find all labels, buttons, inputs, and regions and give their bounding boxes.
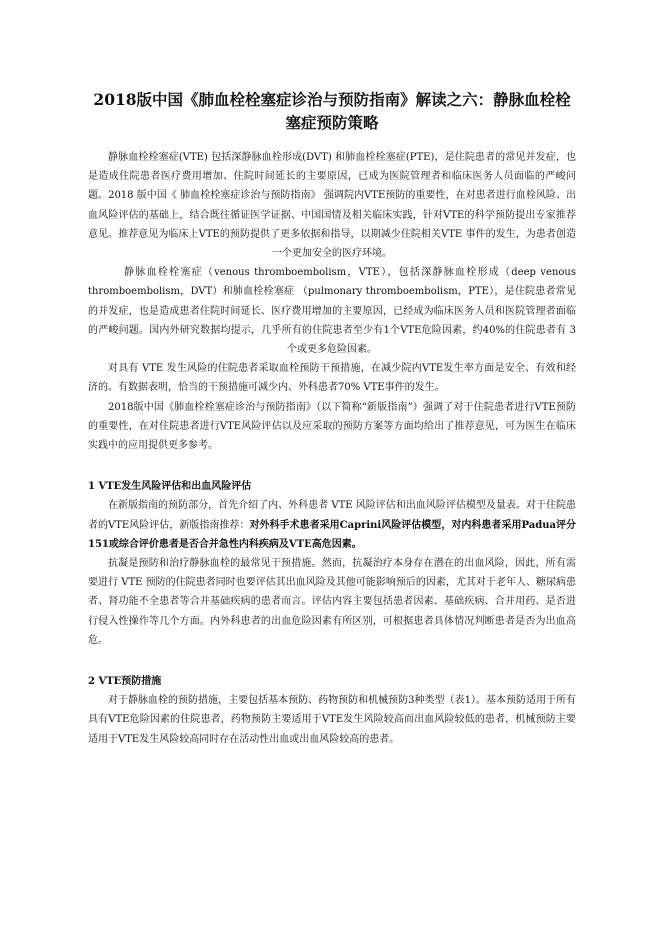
section-gap (88, 650, 576, 672)
document-title: 2018版中国《肺血栓栓塞症诊治与预防指南》解读之六：静脉血栓栓塞症预防策略 (93, 90, 571, 132)
section-1-heading: 1 VTE发生风险评估和出血风险评估 (88, 481, 252, 493)
intro-paragraph-3: 对具有 VTE 发生风险的住院患者采取血栓预防干预措施，在减少院内VTE发生率方面是安全、有效和经济的。有数据表明，恰当的干预措施可减少内、外科患者70% VTE事件的发生。 (88, 363, 576, 394)
section-2-paragraph-1: 对于静脉血栓的预防措施，主要包括基本预防、药物预防和机械预防3种类型（表1）。基本预防适用于所有具有VTE危险因素的住院患者，药物预防主要适用于VTE发生风险较高而出血风险较低的患者，机械预防主要适用于VTE发生风险较高同时存在活动性出血或出血风险较高的患者。 (88, 695, 576, 745)
section-1-paragraph-2: 抗凝是预防和治疗静脉血栓的最常见干预措施。然而，抗凝治疗本身存在潜在的出血风险，因此，所有需要进行 VTE 预防的住院患者同时也要评估其出血风险及其他可能影响预后的因素，尤其对于老年人、糖尿病患者、肾功能不全患者等合并基础疾病的患者而言。评估内容主要包括患者因素、基础疾病、合并用药、是否进行侵入性操作等几个方面。内外科患者的出血危险因素有所区别，可根据患者具体情况判断患者是否为出血高危。 (88, 558, 576, 646)
document-page (88, 88, 576, 749)
guideline-recommendation: 对外科手术患者采用Caprini风险评估模型，对内科患者采用Padua评分151或综合评价患者是否合并急性内科疾病及VTE高危因素。 (88, 519, 576, 550)
section-gap (88, 455, 576, 477)
section-1-paragraph-1-text: 在新版指南的预防部分，首先介绍了内、外科患者 VTE 风险评估和出血风险评估模型及量表。对于住院患者的VTE风险评估，新版指南推荐： (88, 500, 576, 531)
intro-paragraph-1: 静脉血栓栓塞症(VTE) 包括深静脉血栓形成(DVT) 和肺血栓栓塞症(PTE)，是住院患者的常见并发症，也是造成住院患者医疗费用增加、住院时间延长的主要原因，已成为医院管理者和临床医务人员面临的严峻问题。2018 版中国《 肺血栓栓塞症诊治与预防指南》 强调院内VTE预防的重要性，在对患者进行血栓风险、出血风险评估的基础上，结合既往循证医学证据、中国国情及相关临床实践，针对VTE的科学预防提出专家推荐意见。推荐意见为临床上VTE的预防提供了更多依据和指导，以期减少住院相关VTE 事件的发生，为患者创造一个更加安全的医疗环境。 (88, 152, 576, 260)
intro-paragraph-4: 2018版中国《肺血栓栓塞症诊治与预防指南》（以下简称“新版指南”）强调了对于住院患者进行VTE预防的重要性，在对住院患者进行VTE风险评估以及应采取的预防方案等方面均给出了推荐意见，可为医生在临床实践中的应用提供更多参考。 (88, 401, 576, 452)
section-2-heading: 2 VTE预防措施 (88, 676, 162, 688)
section-1-paragraph-1 (88, 496, 576, 554)
intro-paragraph-2: 静脉血栓栓塞症（venous thromboembolism，VTE），包括深静脉血栓形成（deep venous thromboembolism，DVT）和肺血栓栓塞症 （pulmonary thromboembolism，PTE），是住院患者常见的并发症，也是造成患者住院时间延长、医疗费用增加的主要原因，已经成为临床医务人员和医院管理者面临的严峻问题。国内外研究数据均提示，几乎所有的住院患者至少有1个VTE危险因素，约40%的住院患者有 3 个或更多危险因素。 (88, 267, 576, 356)
